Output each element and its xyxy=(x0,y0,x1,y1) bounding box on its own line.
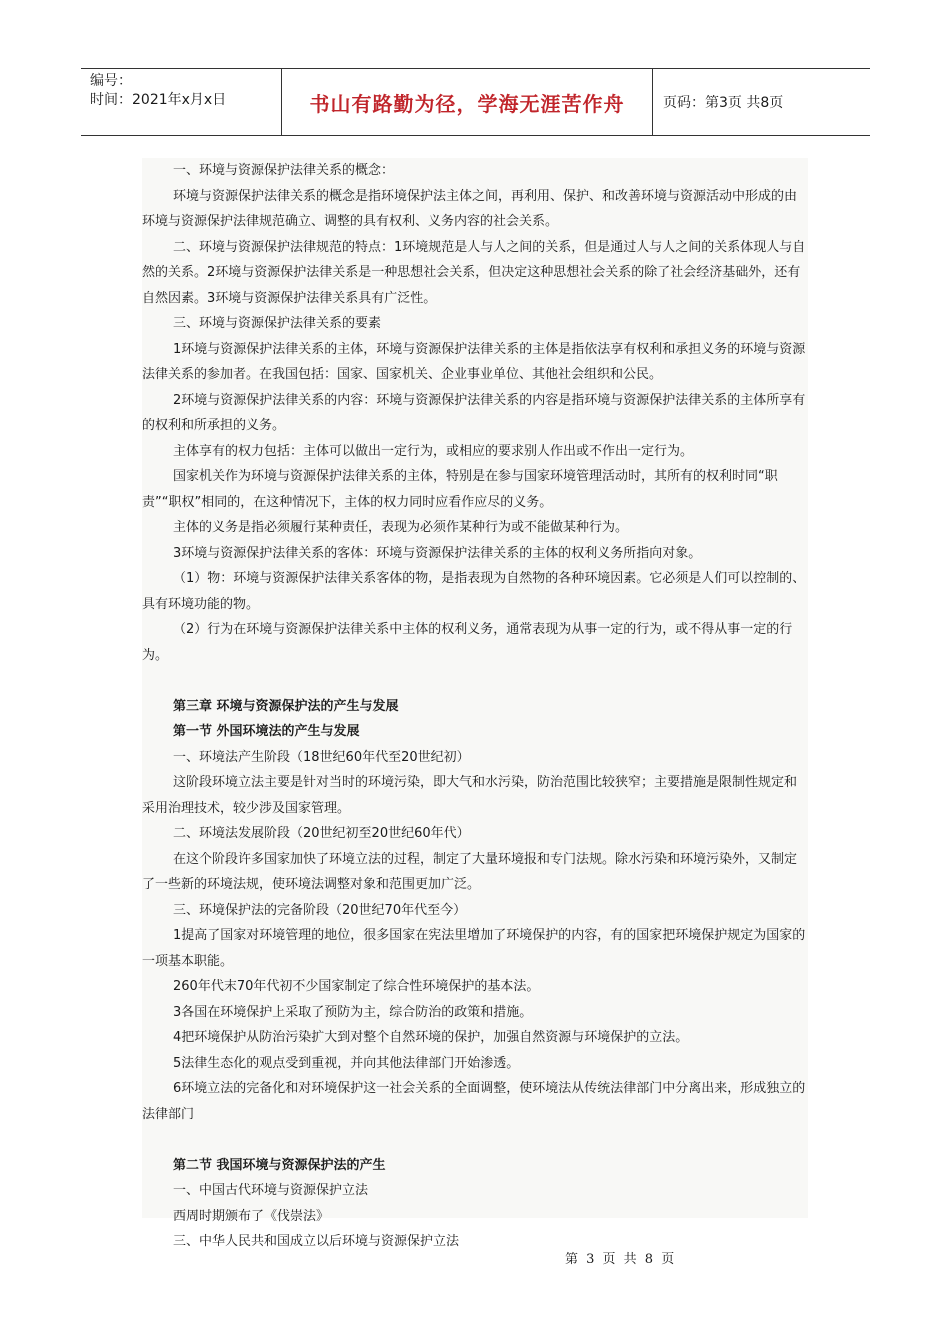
paragraph: 二、环境与资源保护法律规范的特点：1环境规范是人与人之间的关系，但是通过人与人之间的关系体现人与自然的关系。2环境与资源保护法律关系是一种思想社会关系，但决定这种思想社会关系的除了社会经济基础外，还有自然因素。3环境与资源保护法律关系具有广泛性。 xyxy=(142,239,806,306)
paragraph: 国家机关作为环境与资源保护法律关系的主体，特别是在参与国家环境管理活动时，其所有的权利时同“职责”“职权”相同的，在这种情况下，主体的权力同时应看作应尽的义务。 xyxy=(142,469,778,510)
paragraph: （1）物：环境与资源保护法律关系客体的物，是指表现为自然物的各种环境因素。它必须是人们可以控制的、具有环境功能的物。 xyxy=(142,571,806,612)
paragraph: 三、环境与资源保护法律关系的要素 xyxy=(173,316,382,331)
paragraph: 3环境与资源保护法律关系的客体：环境与资源保护法律关系的主体的权利义务所指向对象。 xyxy=(173,545,702,561)
page-header xyxy=(81,68,870,136)
paragraph: 三、环境保护法的完备阶段（20世纪70年代至今） xyxy=(173,902,467,918)
header-page-label: 页码：第3页 共8页 xyxy=(663,95,784,111)
paragraph: 这阶段环境立法主要是针对当时的环境污染，即大气和水污染，防治范围比较狭窄；主要措施是限制性规定和采用治理技术，较少涉及国家管理。 xyxy=(142,775,798,816)
document-number-label: 编号： xyxy=(90,73,132,89)
paragraph: 3各国在环境保护上采取了预防为主，综合防治的政策和措施。 xyxy=(173,1004,533,1020)
paragraph: 环境与资源保护法律关系的概念是指环境保护法主体之间，再利用、保护、和改善环境与资源活动中形成的由环境与资源保护法律规范确立、调整的具有权利、义务内容的社会关系。 xyxy=(142,188,798,229)
document-body xyxy=(142,158,808,1249)
header-meta xyxy=(81,69,282,135)
paragraph: 一、环境与资源保护法律关系的概念： xyxy=(173,163,395,178)
header-motto-cell xyxy=(282,69,653,135)
paragraph: 1提高了国家对环境管理的地位，很多国家在宪法里增加了环境保护的内容，有的国家把环境保护规定为国家的一项基本职能。 xyxy=(142,928,806,969)
chapter-heading: 第三章 环境与资源保护法的产生与发展 xyxy=(173,698,399,714)
paragraph: 在这个阶段许多国家加快了环境立法的过程，制定了大量环境报和专门法规。除水污染和环境污染外，又制定了一些新的环境法规，使环境法调整对象和范围更加广泛。 xyxy=(142,851,798,892)
paragraph: 三、中华人民共和国成立以后环境与资源保护立法 xyxy=(173,1234,460,1249)
document-date-label: 时间：2021年x月x日 xyxy=(90,92,227,108)
paragraph: 主体的义务是指必须履行某种责任，表现为必须作某种行为或不能做某种行为。 xyxy=(173,520,629,535)
paragraph: 4把环境保护从防治污染扩大到对整个自然环境的保护，加强自然资源与环境保护的立法。 xyxy=(173,1030,689,1045)
page-footer: 第 3 页 共 8 页 xyxy=(565,1252,675,1267)
paragraph: 西周时期颁布了《伐崇法》 xyxy=(173,1208,330,1224)
paragraph: 主体享有的权力包括：主体可以做出一定行为，或相应的要求别人作出或不作出一定行为。 xyxy=(173,443,694,459)
paragraph: 2环境与资源保护法律关系的内容：环境与资源保护法律关系的内容是指环境与资源保护法律关系的主体所享有的权利和所承担的义务。 xyxy=(142,392,806,433)
paragraph: 二、环境法发展阶段（20世纪初至20世纪60年代） xyxy=(173,826,470,841)
paragraph: 一、环境法产生阶段（18世纪60年代至20世纪初） xyxy=(173,749,470,765)
section-heading: 第二节 我国环境与资源保护法的产生 xyxy=(173,1157,386,1173)
section-heading: 第一节 外国环境法的产生与发展 xyxy=(173,724,360,739)
paragraph: 260年代末70年代初不少国家制定了综合性环境保护的基本法。 xyxy=(173,979,540,994)
paragraph: 6环境立法的完备化和对环境保护这一社会关系的全面调整，使环境法从传统法律部门中分离出来，形成独立的法律部门 xyxy=(142,1081,806,1122)
paragraph: 5法律生态化的观点受到重视，并向其他法律部门开始渗透。 xyxy=(173,1055,520,1071)
paragraph: （2）行为在环境与资源保护法律关系中主体的权利义务，通常表现为从事一定的行为，或不得从事一定的行为。 xyxy=(142,622,793,663)
paragraph: 一、中国古代环境与资源保护立法 xyxy=(173,1183,369,1198)
header-motto: 书山有路勤为径，学海无涯苦作舟 xyxy=(309,91,625,116)
paragraph: 1环境与资源保护法律关系的主体，环境与资源保护法律关系的主体是指依法享有权利和承担义务的环境与资源法律关系的参加者。在我国包括：国家、国家机关、企业事业单位、其他社会组织和公民。 xyxy=(142,341,806,382)
